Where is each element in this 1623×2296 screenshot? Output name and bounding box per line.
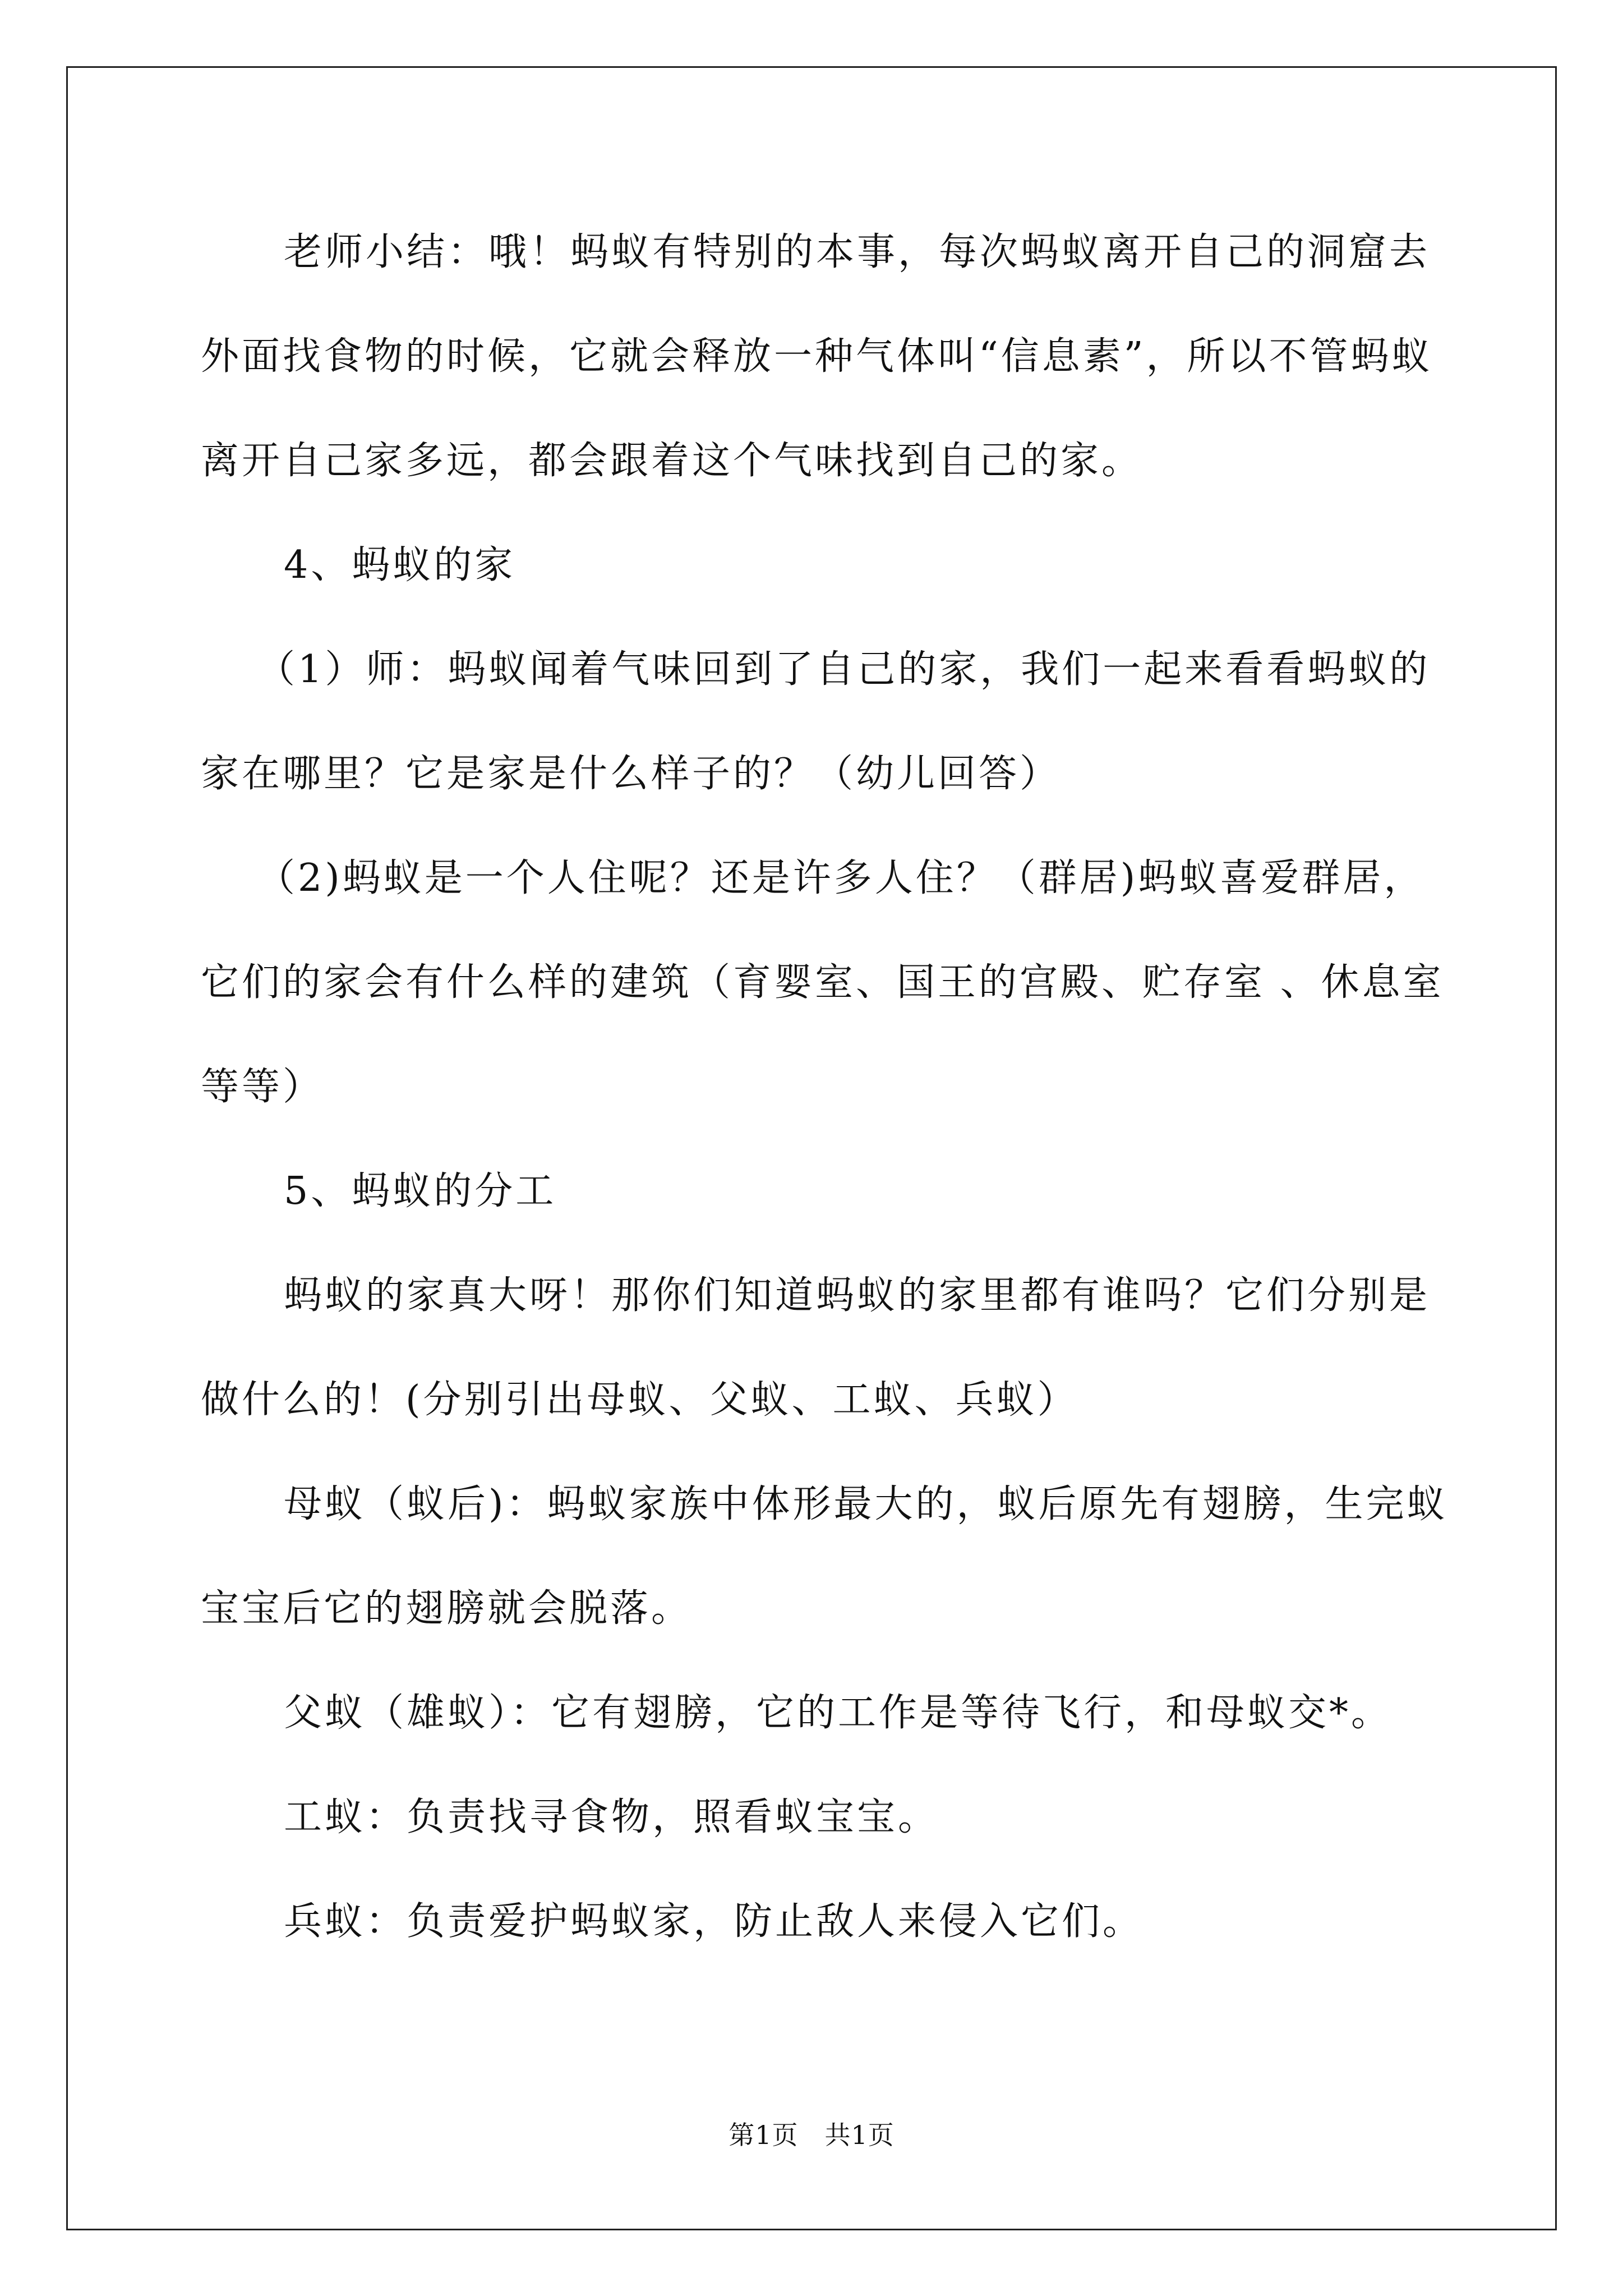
paragraph-line: 蚂蚁的家真大呀！那你们知道蚂蚁的家里都有谁吗？它们分别是 <box>284 1273 1431 1318</box>
section-heading: 5、蚂蚁的分工 <box>284 1169 557 1213</box>
paragraph-line: 老师小结：哦！蚂蚁有特别的本事，每次蚂蚁离开自己的洞窟去 <box>284 230 1431 274</box>
paragraph-line: （1）师：蚂蚁闻着气味回到了自己的家，我们一起来看看蚂蚁的 <box>257 647 1431 692</box>
paragraph-line: 工蚁：负责找寻食物，照看蚁宝宝。 <box>284 1795 939 1839</box>
paragraph-line: 离开自己家多远，都会跟着这个气味找到自己的家。 <box>201 439 1143 483</box>
paragraph-line: 家在哪里？它是家是什么样子的？（幼儿回答） <box>201 752 1061 796</box>
paragraph-line: 等等） <box>201 1065 324 1109</box>
paragraph-line: 兵蚁：负责爱护蚂蚁家，防止敌人来侵入它们。 <box>284 1899 1144 1944</box>
paragraph-line: （2)蚂蚁是一个人住呢？还是许多人住？（群居)蚂蚁喜爱群居， <box>257 856 1425 900</box>
paragraph-line: 宝宝后它的翅膀就会脱落。 <box>201 1586 693 1631</box>
paragraph-line: 做什么的！(分别引出母蚁、父蚁、工蚁、兵蚁） <box>201 1378 1078 1422</box>
paragraph-line: 外面找食物的时候，它就会释放一种气体叫“信息素”，所以不管蚂蚁 <box>201 334 1433 379</box>
paragraph-line: 母蚁（蚁后)：蚂蚁家族中体形最大的，蚁后原先有翅膀，生完蚁 <box>284 1482 1448 1526</box>
section-heading: 4、蚂蚁的家 <box>284 543 516 587</box>
paragraph-line: 父蚁（雄蚁）：它有翅膀，它的工作是等待飞行，和母蚁交*。 <box>284 1691 1393 1735</box>
paragraph-line: 它们的家会有什么样的建筑（育婴室、国王的宫殿、贮存室 、休息室 <box>201 960 1444 1005</box>
page-number: 第1页 共1页 <box>728 2120 895 2150</box>
